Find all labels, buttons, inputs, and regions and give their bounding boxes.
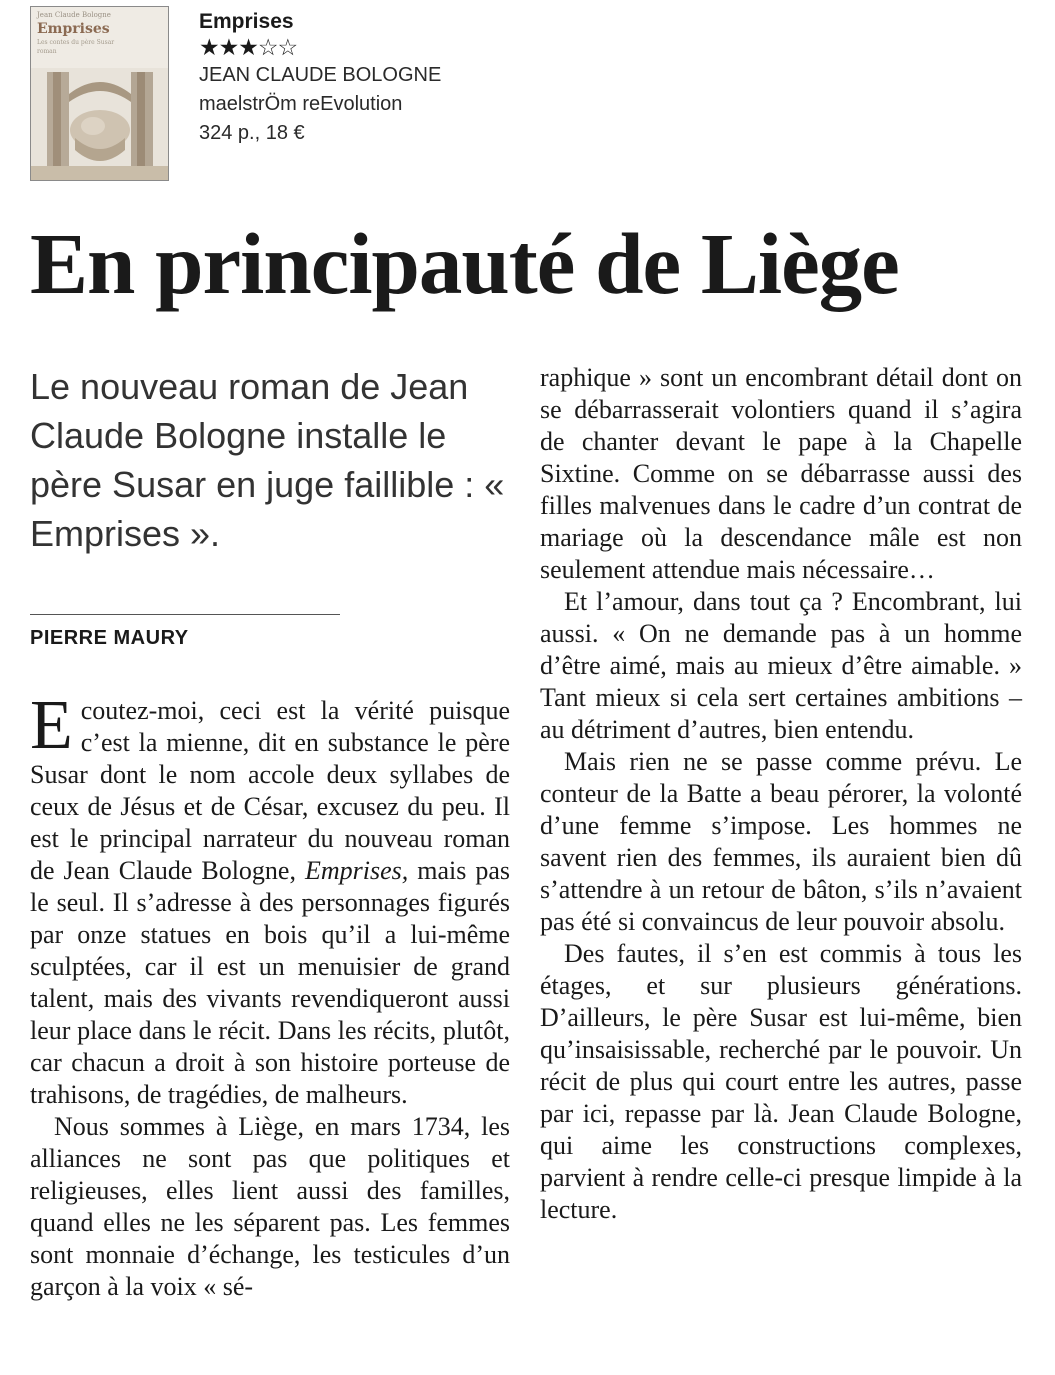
article-column-right — [540, 362, 1022, 1226]
paragraph-5: Des fautes, il s’en est commis à tous les étages, et sur plusieurs générations. D’ailleurs, le père Susar est lui-même, bien qu’insaisissable, recherché par le pouvoir. Un récit de plus qui court entre les autres, passe par ici, repasse par là. Jean Claude Bologne, qui aime les constructions complexes, parvient à rendre celle-ci presque limpide à la lecture. — [540, 939, 1022, 1224]
byline: PIERRE MAURY — [30, 627, 189, 649]
cover-subtitle: Les contes du père Susar — [37, 39, 115, 46]
cover-title: Emprises — [37, 21, 110, 37]
lead-paragraph: Le nouveau roman de Jean Claude Bologne installe le père Susar en juge faillible : « Emprises ». — [30, 366, 505, 554]
book-title-inline: Emprises, — [304, 856, 409, 885]
book-publisher: maelstrÖm reEvolution — [199, 93, 403, 115]
rating-stars: ★★★☆☆ — [199, 35, 298, 61]
paragraph-3: Et l’amour, dans tout ça ? Encombrant, lui aussi. « On ne demande pas à un homme d’être aimé, mais au mieux d’être aimable. » Tant mieux si cela sert certaines ambitions – au détriment d’autres, bien entendu. — [540, 587, 1022, 744]
paragraph-4: Mais rien ne se passe comme prévu. Le conteur de la Batte a beau pérorer, la volonté d’une femme s’impose. Les hommes ne savent rien des femmes, ils auraient bien dû s’attendre à un retour de bâton, s’ils n’avaient pas été si convaincus de leur pouvoir absolu. — [540, 747, 1022, 936]
paragraph-1: Ecoutez-moi, ceci est la vérité puisque c’est la mienne, dit en substance le père Susar dont le nom accole deux syllabes de ceux de Jésus et de César, excusez du peu. Il est le principal narrateur du nouveau roman de Jean Claude Bologne, Emprises, mais pas le seul. Il s’adresse à des personnages figurés par onze statues en bois qu’il a lui-même sculptées, car il est un menuisier de grand talent, mais des vivants revendiqueront aussi leur place dans le récit. Dans les récits, plutôt, car chacun a droit à son histoire porteuse de trahisons, de tragédies, de malheurs. — [30, 687, 510, 1109]
article-column-left — [30, 362, 510, 1303]
cover-author: Jean Claude Bologne — [37, 11, 111, 19]
paragraph-2-end: raphique » sont un encombrant détail dont on se débarrasserait volontiers quand il s’agira de chanter devant le pape à la Chapelle Sixtine. Comme on se débarrasse aussi des filles malvenues dans le cadre d’un contrat de mariage où la descendance mâle est non seulement attendue mais nécessaire… — [540, 363, 1022, 584]
cover-sculpture-illustration — [31, 68, 169, 180]
drop-cap: E — [30, 687, 73, 764]
paragraph-2-start: Nous sommes à Liège, en mars 1734, les alliances ne sont pas que politiques et religieuses, elles lient aussi des familles, quand elles ne les séparent pas. Les femmes sont monnaie d’échange, les testicules d’un garçon à la voix « sé- — [30, 1112, 510, 1301]
byline-divider — [30, 614, 340, 615]
book-details: 324 p., 18 € — [199, 122, 305, 144]
book-card — [30, 6, 530, 182]
headline: En principauté de Liège — [30, 215, 899, 312]
book-author: JEAN CLAUDE BOLOGNE — [199, 64, 442, 86]
book-cover-image — [30, 6, 169, 181]
cover-publisher: roman — [37, 48, 57, 55]
book-title: Emprises — [199, 10, 294, 33]
